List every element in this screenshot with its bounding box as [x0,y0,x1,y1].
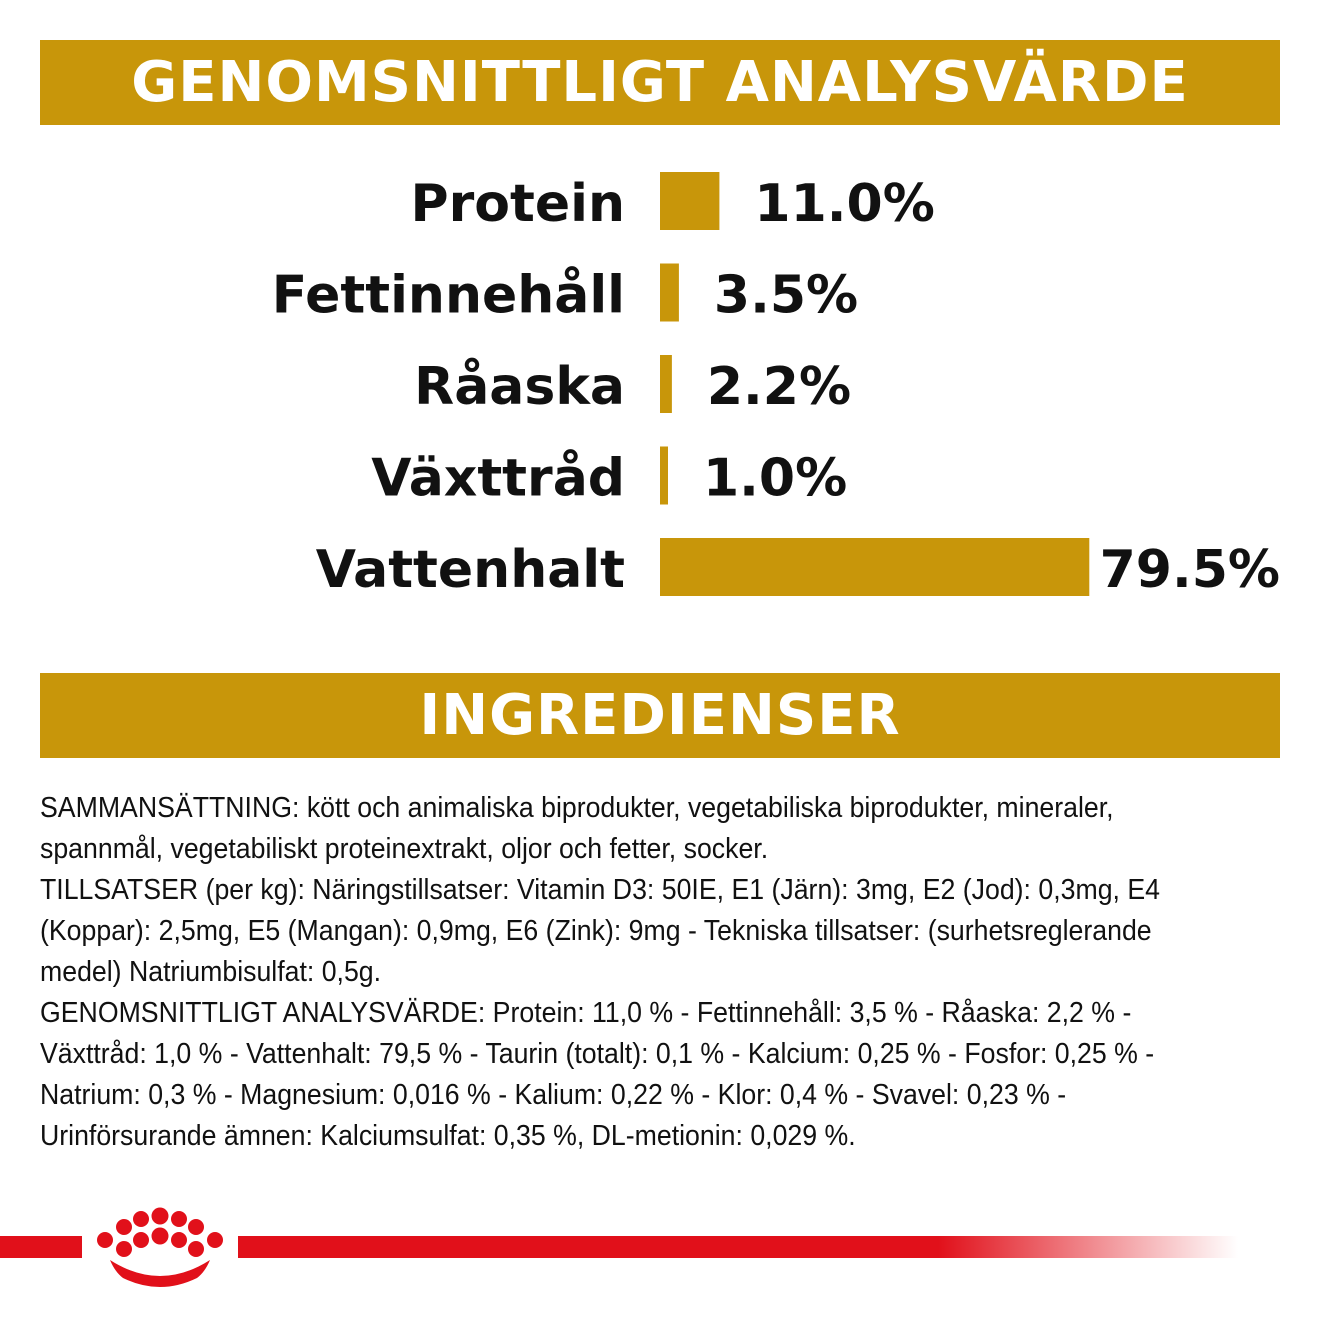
value-label: 1.0% [703,448,848,509]
value-label: 11.0% [754,174,935,234]
ingredients-text [40,788,1185,1157]
category-label: Råaska [414,357,625,417]
category-label: Växttråd [371,448,625,509]
ingredients-banner [40,673,1280,758]
bar [660,355,672,413]
category-label: Fettinnehåll [271,265,625,326]
category-label: Protein [410,174,625,234]
category-label: Vattenhalt [315,540,625,600]
analysis-banner [40,40,1280,125]
bar [660,447,668,505]
bar [660,264,679,322]
nutrition-bar-chart [0,140,1320,640]
value-label: 2.2% [706,357,852,417]
bar [660,172,719,230]
footer-line-left [0,1236,82,1258]
footer-brand-bar [0,1200,1320,1290]
ingredients-title: INGREDIENSER [419,683,901,748]
analysis-paragraph: GENOMSNITTLIGT ANALYSVÄRDE: Protein: 11,0 % - Fettinnehåll: 3,5 % - Råaska: 2,2 % - Växttråd: 1,0 % - Vattenhalt: 79,5 % - Taurin (totalt): 0,1 % - Kalcium: 0,25 % - Fosfor: 0,25 % - Natrium: 0,3 % - Magnesium: 0,016 % - Kalium: 0,22 % - Klor: 0,4 % - Svavel: 0,23 % - Urinförsurande ämnen: Kalciumsulfat: 0,35 %, DL-metionin: 0,029 %. [40,997,1155,1152]
additives-paragraph: TILLSATSER (per kg): Näringstillsatser: Vitamin D3: 50IE, E1 (Järn): 3mg, E2 (Jod): 0,3mg, E4 (Koppar): 2,5mg, E5 (Mangan): 0,9mg, E6 (Zink): 9mg - Tekniska tillsatser: (surhetsreglerande medel) Natriumbisulfat: 0,5g. [40,874,1160,988]
value-label: 79.5% [1099,540,1280,600]
crown-logo-icon [97,1208,223,1288]
composition-paragraph: SAMMANSÄTTNING: kött och animaliska biprodukter, vegetabiliska biprodukter, mineraler, spannmål, vegetabiliskt proteinextrakt, oljor och fetter, socker. [40,792,1114,865]
analysis-title: GENOMSNITTLIGT ANALYSVÄRDE [131,50,1189,115]
bar [660,538,1089,596]
value-label: 3.5% [713,265,859,326]
footer-line-right [238,1236,1238,1258]
